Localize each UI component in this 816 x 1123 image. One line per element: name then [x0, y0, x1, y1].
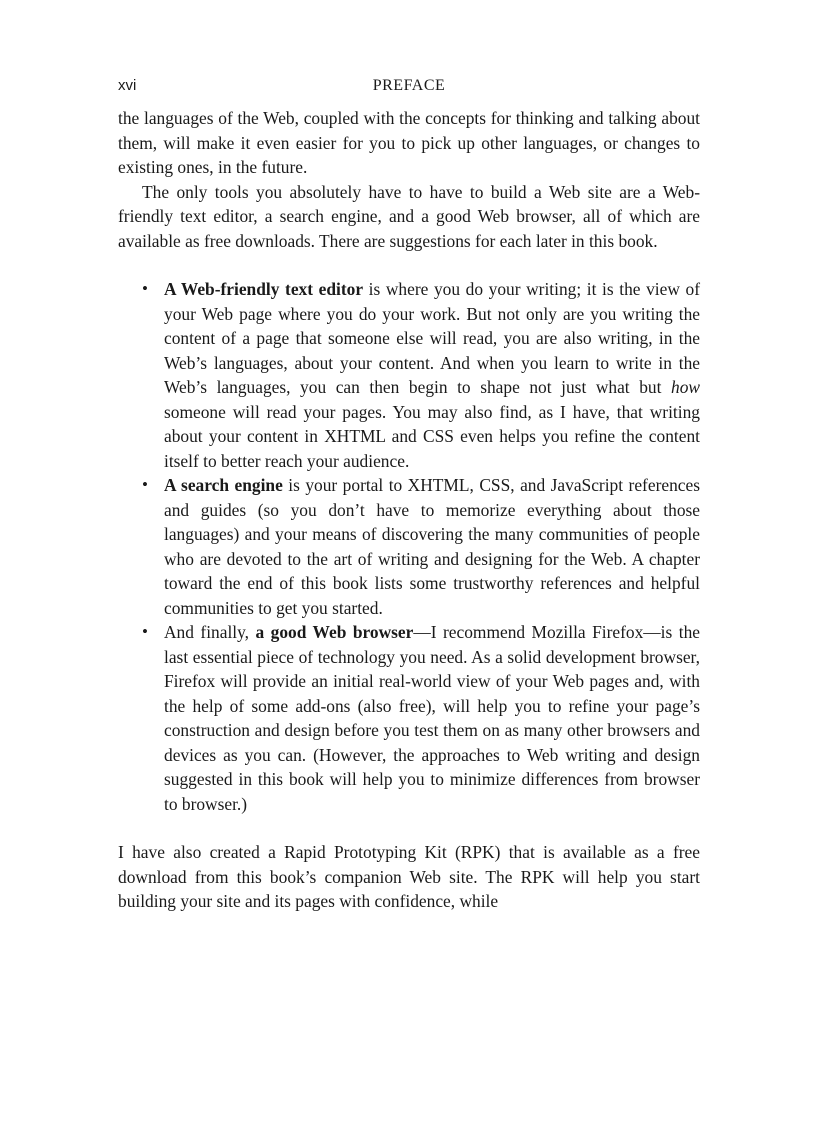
bullet-term: A search engine: [164, 475, 283, 495]
book-page: [118, 74, 700, 914]
bullet-emphasis: how: [671, 377, 700, 397]
tools-list: [118, 277, 700, 816]
running-header: [118, 74, 700, 98]
page-number: xvi: [118, 77, 137, 94]
section-title: PREFACE: [372, 77, 446, 94]
bullet-term: A Web-friendly text editor: [164, 279, 364, 299]
bullet-text: is where you do your writing; it is the view of your Web page where you do your work. But not only are you writing the content of a page that someone else will read, you are also writing, in the Web’s languages, about your content. And when you learn to write in the Web’s languages, you can then begin to shape not just what but: [164, 279, 700, 397]
bullet-lead: And finally,: [164, 622, 256, 642]
bullet-text-continued: someone will read your pages. You may also find, as I have, that writing about your content in XHTML and CSS even helps you refine the content itself to better reach your audience.: [164, 401, 700, 471]
list-item-search-engine: [142, 473, 700, 620]
paragraph-intro-continued: the languages of the Web, coupled with the concepts for thinking and talking about them, will make it even easier for you to pick up other languages, or changes to existing ones, in the future.: [118, 108, 700, 177]
paragraph-tools: The only tools you absolutely have to have to build a Web site are a Web-friendly text editor, a search engine, and a good Web browser, all of which are available as free downloads. There are suggestions for each later in this book.: [118, 181, 700, 251]
bullet-icon: •: [142, 279, 148, 298]
paragraph-rpk: I have also created a Rapid Prototyping Kit (RPK) that is available as a free download from this book’s companion Web site. The RPK will help you start building your site and its pages with confidence, while: [118, 842, 700, 911]
list-item-text-editor: [142, 277, 700, 473]
bullet-term: a good Web browser: [255, 622, 414, 642]
list-item-web-browser: [142, 620, 700, 816]
bullet-icon: •: [142, 622, 148, 641]
bullet-text: —I recommend Mozilla Firefox—is the last essential piece of technology you need. As a solid development browser, Firefox will provide an initial real-world view of your Web pages and, with the help of some add-ons (also free), will help you to refine your page’s construction and design before you test them on as many other browsers and devices as you can. (However, the approaches to Web writing and design suggested in this book will help you to minimize differences from browser to browser.): [164, 622, 700, 814]
bullet-icon: •: [142, 475, 148, 494]
bullet-text: is your portal to XHTML, CSS, and JavaScript references and guides (so you don’t have to memorize everything about those languages) and your means of discovering the many communities of people who are devoted to the art of writing and designing for the Web. A chapter toward the end of this book lists some trustworthy references and helpful communities to get you started.: [164, 475, 700, 618]
